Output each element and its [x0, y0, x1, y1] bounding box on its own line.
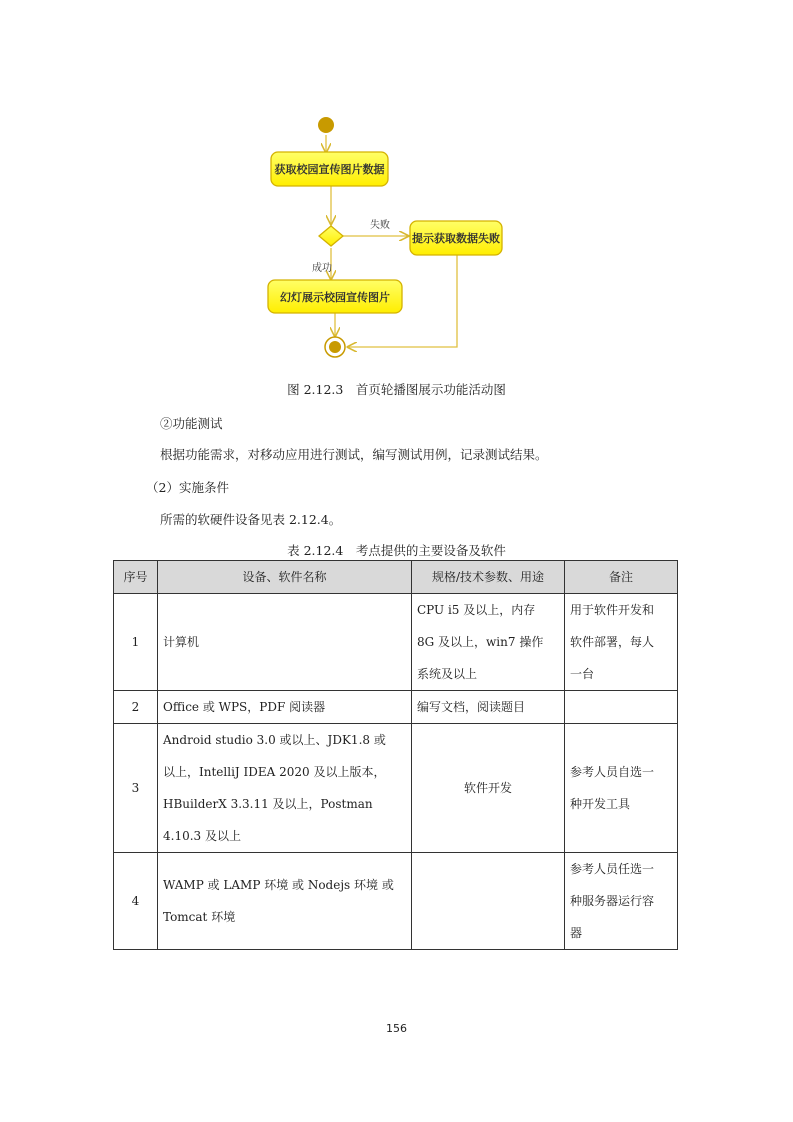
cell-line: 种开发工具	[570, 797, 631, 811]
table-row	[114, 594, 678, 691]
cell-line: 参考人员任选一	[570, 862, 655, 876]
cell-line: 种服务器运行容	[570, 894, 655, 908]
cell-no: 4	[114, 853, 158, 950]
edge-success-label: 成功	[312, 263, 332, 274]
table-row	[114, 691, 678, 724]
final-node-core	[329, 341, 341, 353]
conditions-text: 所需的软硬件设备见表 2.12.4。	[160, 512, 342, 527]
header-note: 备注	[565, 561, 678, 594]
cell-line: 一台	[570, 667, 595, 681]
table-row	[114, 853, 678, 950]
cell-name	[158, 594, 412, 691]
test-heading: ②功能测试	[160, 416, 223, 431]
cell-note	[565, 724, 678, 853]
cell-line: 计算机	[163, 635, 200, 649]
cell-note	[565, 691, 678, 724]
cell-no: 3	[114, 724, 158, 853]
figure-caption: 图 2.12.3 首页轮播图展示功能活动图	[287, 382, 506, 397]
test-text: 根据功能需求，对移动应用进行测试，编写测试用例，记录测试结果。	[160, 447, 548, 462]
decision-node	[319, 226, 343, 246]
table-caption: 表 2.12.4 考点提供的主要设备及软件	[287, 543, 506, 558]
initial-node	[318, 117, 334, 133]
cell-line: Android studio 3.0 或以上、JDK1.8 或	[163, 733, 386, 747]
cell-line: 系统及以上	[417, 667, 478, 681]
cell-spec	[412, 724, 565, 853]
cell-line: 器	[570, 926, 583, 940]
cell-line: 软件开发	[463, 781, 512, 795]
page-number: 156	[386, 1022, 407, 1035]
table-row	[114, 724, 678, 853]
cell-line: 参考人员自选一	[570, 765, 655, 779]
cell-no: 1	[114, 594, 158, 691]
cell-name	[158, 691, 412, 724]
activity-diagram	[0, 0, 793, 400]
cell-note	[565, 853, 678, 950]
cell-spec	[412, 853, 565, 950]
activity-diagram-svg	[0, 0, 793, 400]
cell-name	[158, 724, 412, 853]
cell-spec	[412, 594, 565, 691]
node-show-label: 幻灯展示校园宣传图片	[280, 291, 390, 304]
node-error-label: 提示获取数据失败	[412, 232, 500, 245]
table-header-row	[114, 561, 678, 594]
cell-line: 4.10.3 及以上	[163, 829, 241, 843]
cell-line: 以上，IntelliJ IDEA 2020 及以上版本，	[163, 765, 386, 779]
header-spec: 规格/技术参数、用途	[412, 561, 565, 594]
edge-fail-label: 失败	[370, 220, 390, 231]
equipment-table	[113, 560, 678, 950]
cell-line: WAMP 或 LAMP 环境 或 Nodejs 环境 或	[163, 878, 394, 892]
cell-line: 8G 及以上，win7 操作	[417, 635, 544, 649]
cell-note	[565, 594, 678, 691]
cell-line: 用于软件开发和	[570, 603, 655, 617]
conditions-heading: （2）实施条件	[146, 480, 229, 495]
cell-line: 软件部署，每人	[570, 635, 655, 649]
cell-spec	[412, 691, 565, 724]
header-no: 序号	[114, 561, 158, 594]
cell-line: Tomcat 环境	[163, 910, 236, 924]
cell-no: 2	[114, 691, 158, 724]
cell-line: 编写文档，阅读题目	[417, 700, 526, 714]
cell-line: CPU i5 及以上，内存	[417, 603, 536, 617]
header-name: 设备、软件名称	[158, 561, 412, 594]
cell-line: HBuilderX 3.3.11 及以上，Postman	[163, 797, 373, 811]
node-fetch-label: 获取校园宣传图片数据	[274, 163, 385, 176]
cell-line: Office 或 WPS，PDF 阅读器	[163, 700, 326, 714]
cell-name	[158, 853, 412, 950]
